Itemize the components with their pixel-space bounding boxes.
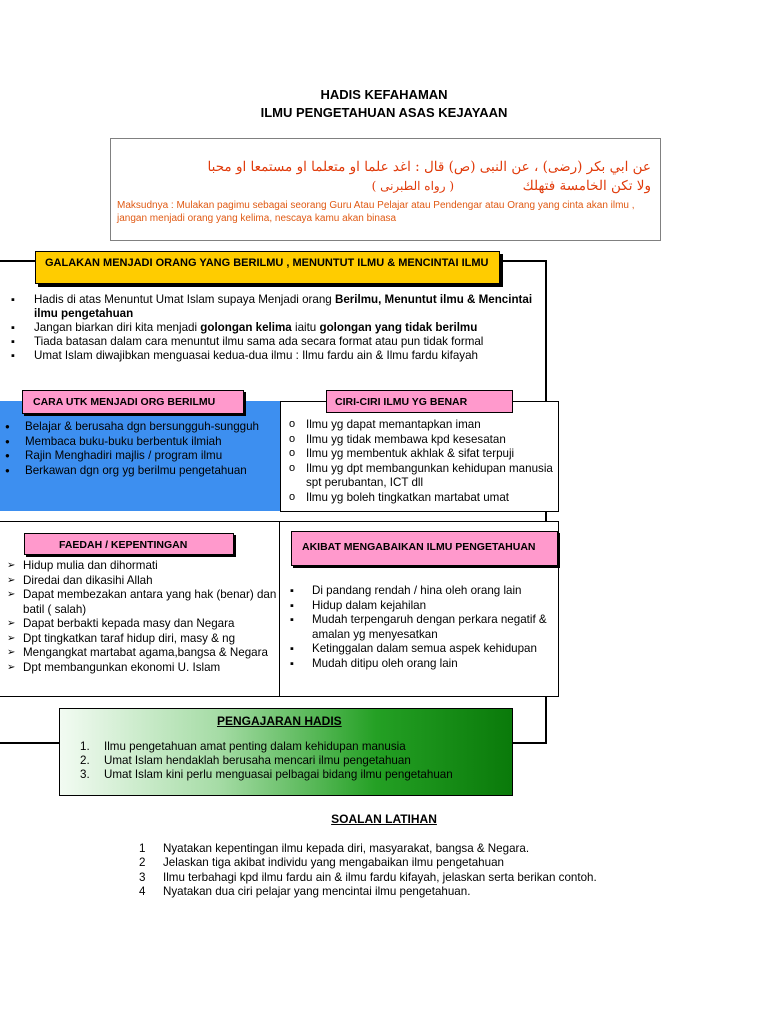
hadis-arabic-text2: ولا تكن الخامسة فتهلك: [522, 178, 651, 194]
list-item: o Ilmu yg membentuk akhlak & sifat terpuji: [281, 447, 556, 462]
list-item: ● Berkawan dgn org yg berilmu pengetahuan: [0, 464, 280, 479]
cara-header-label: CARA UTK MENJADI ORG BERILMU: [33, 396, 216, 408]
list-item: [139, 885, 739, 899]
list-item: [5, 335, 540, 349]
galakan-item-bold: golongan yang tidak berilmu: [319, 321, 478, 334]
list-item: ▪ Di pandang rendah / hina oleh orang lain: [280, 584, 556, 599]
list-item: o Ilmu yg dapat memantapkan iman: [281, 418, 556, 433]
cara-header: [22, 390, 244, 414]
list-item: [5, 349, 540, 363]
faedah-header: [24, 533, 234, 555]
list-item: ● Membaca buku-buku berbentuk ilmiah: [0, 435, 280, 450]
list-item: ➢ Mengangkat martabat agama,bangsa & Negara: [0, 646, 278, 661]
hadis-arabic-line1: عن ابي بكر (رضى) ، عن النبى (ص) قال : اغد علما او متعلما او مستمعا او محبا: [207, 159, 651, 175]
hadis-maksud: Maksudnya : Mulakan pagimu sebagai seorang Guru Atau Pelajar atau Pendengar atau Orang yang cinta akan ilmu , jangan menjadi orang yang kelima, nescaya kamu akan binasa: [117, 200, 635, 224]
list-item: [60, 768, 512, 782]
galakan-header-label: GALAKAN MENJADI ORANG YANG BERILMU , MENUNTUT ILMU & MENCINTAI ILMU: [45, 257, 489, 269]
list-item: [60, 740, 512, 754]
galakan-item-bold: Berilmu, Menuntut ilmu & Mencintai ilmu pengetahuan: [34, 293, 533, 320]
item-number: 4: [139, 884, 146, 898]
ciri-list-wrap: [281, 418, 556, 509]
ciri-header: [326, 390, 513, 413]
item-text: Umat Islam kini perlu menguasai pelbagai bidang ilmu pengetahuan: [104, 768, 453, 781]
hadis-arabic-line2: [119, 177, 651, 196]
item-number: 3: [139, 870, 146, 884]
galakan-item-bold: golongan kelima: [200, 321, 292, 334]
list-item: ● Belajar & berusaha dgn bersungguh-sungguh: [0, 420, 280, 435]
list-item: ▪ Mudah terpengaruh dengan perkara negatif & amalan yg menyesatkan: [280, 613, 556, 642]
item-number: 3.: [80, 768, 90, 781]
item-text: Umat Islam hendaklah berusaha mencari ilmu pengetahuan: [104, 754, 411, 767]
galakan-item-text: Tiada batasan dalam cara menuntut ilmu sama ada secara format atau pun tidak formal: [34, 335, 484, 348]
list-item: ➢ Hidup mulia dan dihormati: [0, 559, 278, 574]
item-text: Ilmu pengetahuan amat penting dalam kehidupan manusia: [104, 740, 406, 753]
list-item: [139, 871, 739, 885]
ciri-list: [281, 418, 556, 505]
item-number: 1: [139, 842, 146, 855]
list-item: ● Rajin Menghadiri majlis / program ilmu: [0, 449, 280, 464]
galakan-item-text: Jangan biarkan diri kita menjadi: [34, 321, 201, 334]
list-item: ▪ Mudah ditipu oleh orang lain: [280, 657, 556, 672]
item-text: Ilmu terbahagi kpd ilmu fardu ain & ilmu fardu kifayah, jelaskan serta berikan contoh.: [163, 870, 597, 884]
list-item: o Ilmu yg boleh tingkatkan martabat umat: [281, 491, 556, 506]
list-item: ▪ Hidup dalam kejahilan: [280, 599, 556, 614]
galakan-item-text: Hadis di atas Menuntut Umat Islam supaya Menjadi orang: [34, 293, 335, 306]
faedah-header-label: FAEDAH / KEPENTINGAN: [59, 539, 188, 551]
list-item: [5, 293, 540, 321]
list-item: [5, 321, 540, 335]
list-item: ➢ Dapat berbakti kepada masy dan Negara: [0, 617, 278, 632]
list-item: ▪ Ketinggalan dalam semua aspek kehidupan: [280, 642, 556, 657]
page-title: HADIS KEFAHAMAN: [320, 87, 448, 102]
list-item: ➢ Dapat membezakan antara yang hak (benar) dan batil ( salah): [0, 588, 278, 617]
list-item: o Ilmu yg tidak membawa kpd kesesatan: [281, 433, 556, 448]
akibat-list: [280, 584, 556, 671]
faedah-list: [0, 559, 278, 675]
item-number: 2: [139, 856, 146, 870]
list-item: o Ilmu yg dpt membangunkan kehidupan manusia spt perubantan, ICT dll: [281, 462, 556, 491]
hadis-box: [110, 138, 661, 241]
galakan-item-text: iaitu: [291, 321, 320, 334]
pengajaran-title: PENGAJARAN HADIS: [217, 714, 342, 728]
list-item: ➢ Dpt tingkatkan taraf hidup diri, masy & ng: [0, 632, 278, 647]
pengajaran-list: [60, 740, 512, 782]
hadis-arabic-source: ( رواه الطبرنى ): [371, 179, 455, 193]
item-text: Jelaskan tiga akibat individu yang mengabaikan ilmu pengetahuan: [163, 856, 504, 870]
akibat-header: [291, 531, 558, 566]
galakan-header: [35, 251, 500, 284]
list-item: [139, 856, 739, 870]
galakan-item-text: Umat Islam diwajibkan menguasai kedua-dua ilmu : Ilmu fardu ain & Ilmu fardu kifayah: [34, 349, 478, 362]
soalan-list: [139, 842, 739, 899]
item-text: Nyatakan dua ciri pelajar yang mencintai ilmu pengetahuan.: [163, 884, 471, 898]
item-text: Nyatakan kepentingan ilmu kepada diri, masyarakat, bangsa & Negara.: [163, 842, 530, 855]
cara-list: [0, 420, 280, 478]
list-item: ➢ Diredai dan dikasihi Allah: [0, 574, 278, 589]
pengajaran-box: [59, 708, 513, 796]
item-number: 2.: [80, 754, 90, 767]
list-item: [60, 754, 512, 768]
page-subtitle: ILMU PENGETAHUAN ASAS KEJAYAAN: [260, 105, 508, 120]
akibat-header-label: AKIBAT MENGABAIKAN ILMU PENGETAHUAN: [302, 541, 536, 553]
ciri-header-label: CIRI-CIRI ILMU YG BENAR: [335, 396, 468, 408]
galakan-list: [5, 293, 540, 363]
item-number: 1.: [80, 740, 90, 753]
soalan-title: SOALAN LATIHAN: [331, 812, 437, 826]
list-item: [139, 842, 739, 856]
list-item: ➢ Dpt membangunkan ekonomi U. Islam: [0, 661, 278, 676]
